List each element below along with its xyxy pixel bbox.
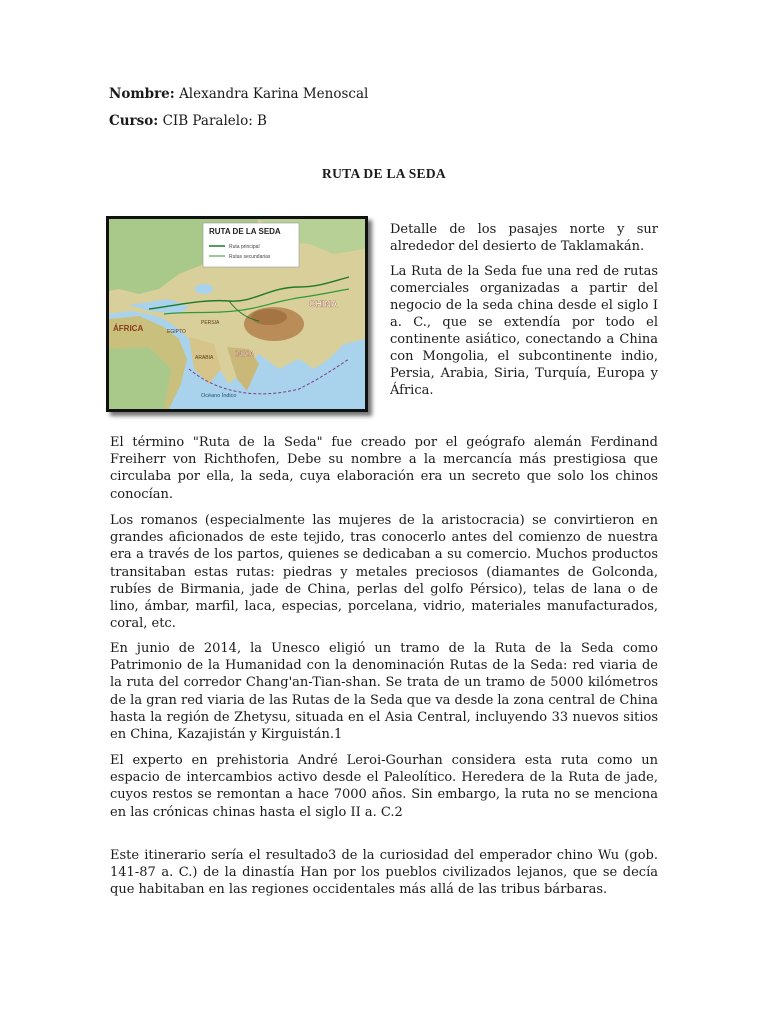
map-label-china: CHINA: [309, 299, 338, 309]
map-label-persia: PERSIA: [201, 320, 220, 326]
paragraph-itinerary: Este itinerario sería el resultado3 de la curiosidad del emperador chino Wu (gob. 141-87 a. C.) de la dinastía Han por los pueblos civilizados lejanos, que se decía que habitaban en las regiones occidentales más allá de las tribus bárbaras.: [110, 848, 658, 898]
paragraph-unesco: En junio de 2014, la Unesco eligió un tramo de la Ruta de la Seda como Patrimonio de la Humanidad con la denominación Rutas de la Seda: red viaria de la ruta del corredor Chang'an-Tian-shan. Se trata de un tramo de 5000 kilómetros de la gran red viaria de las Rutas de la Seda que va desde la zona central de China hasta la región de Zhetysu, situada en el Asia Central, incluyendo 33 nuevos sitios en China, Kazajistán y Kirguistán.1: [110, 641, 658, 743]
map-label-arabia: ARABIA: [195, 355, 214, 361]
name-label: Nombre:: [109, 86, 175, 102]
silk-road-map-image: [106, 216, 368, 412]
name-value: Alexandra Karina Menoscal: [179, 86, 369, 102]
name-line: [109, 86, 368, 102]
map-caption: Detalle de los pasajes norte y sur alrededor del desierto de Taklamakán.: [390, 222, 658, 254]
map-label-egipto: EGIPTO: [167, 329, 186, 335]
map-label-india: INDIA: [235, 351, 255, 358]
map-label-africa: ÁFRICA: [113, 324, 144, 333]
intro-paragraph: La Ruta de la Seda fue una red de rutas comerciales organizadas a partir del negocio de la seda china desde el siglo I a. C., que se extendía por todo el continente asiático, conectando a China con Mongolia, el subcontinente indio, Persia, Arabia, Siria, Turquía, Europa y África.: [390, 264, 658, 398]
paragraph-prehistory: El experto en prehistoria André Leroi-Gourhan considera esta ruta como un espacio de intercambios activo desde el Paleolítico. Heredera de la Ruta de jade, cuyos restos se remontan a hace 7000 años. Sin embargo, la ruta no se menciona en las crónicas chinas hasta el siglo II a. C.2: [110, 753, 658, 820]
paragraph-romans: Los romanos (especialmente las mujeres de la aristocracia) se convirtieron en grandes aficionados de este tejido, tras conocerlo antes del comienzo de nuestra era a través de los partos, quienes se dedicaban a su comercio. Muchos productos transitaban estas rutas: piedras y metales preciosos (diamantes de Golconda, rubíes de Birmania, jade de China, perlas del golfo Pérsico), telas de lana o de lino, ámbar, marfil, laca, especias, porcelana, vidrio, materiales manufacturados, coral, etc.: [110, 513, 658, 632]
page-title: RUTA DE LA SEDA: [322, 166, 446, 181]
map-title: RUTA DE LA SEDA: [209, 227, 281, 236]
paragraph-term-origin: El término "Ruta de la Seda" fue creado por el geógrafo alemán Ferdinand Freiherr von Richthofen, Debe su nombre a la mercancía más prestigiosa que circulaba por ella, la seda, cuya elaboración era un secreto que solo los chinos conocían.: [110, 435, 658, 502]
course-line: [109, 113, 267, 129]
course-label: Curso:: [109, 113, 159, 129]
course-value: CIB Paralelo: B: [162, 113, 267, 129]
map-legend-secondary: Rutas secundarias: [229, 254, 271, 260]
map-label-ocean: Océano Índico: [201, 393, 237, 399]
map-illustration: [109, 219, 365, 409]
map-legend-main: Ruta principal: [229, 244, 260, 250]
